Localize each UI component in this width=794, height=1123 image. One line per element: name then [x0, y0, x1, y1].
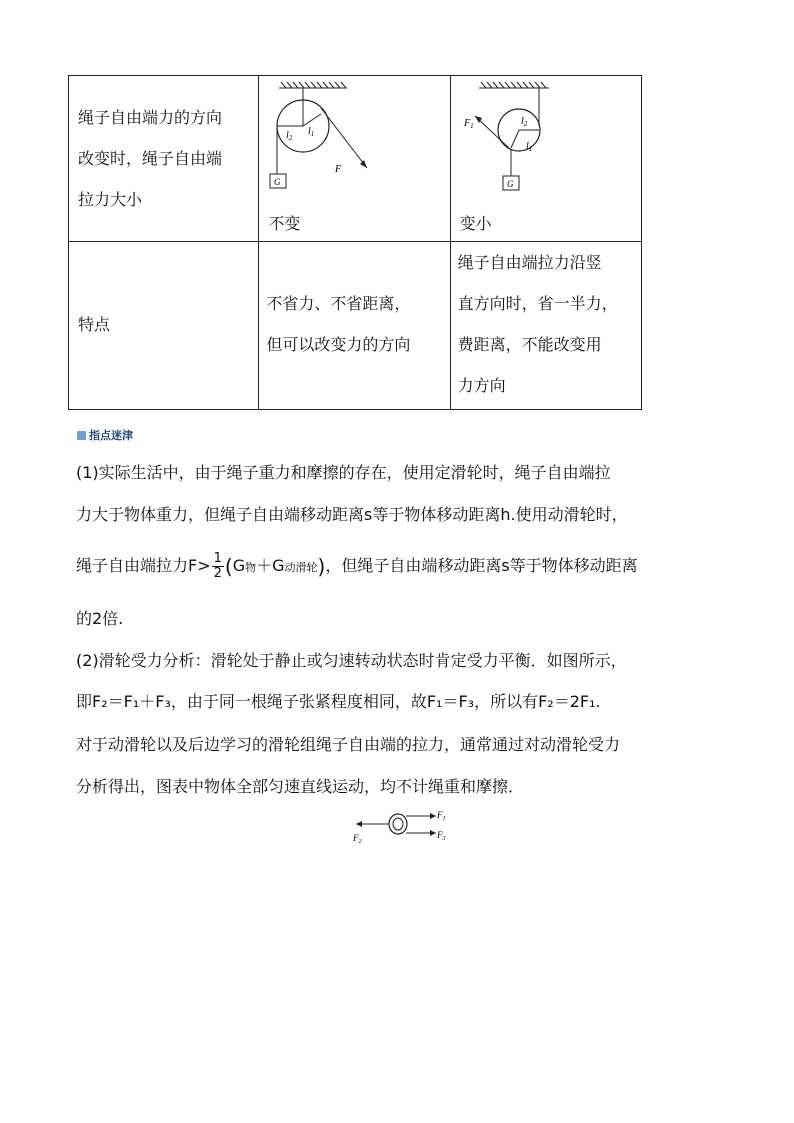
movable-result-text: 变小 — [459, 214, 492, 233]
paren-open: ( — [224, 554, 233, 579]
fraction-numerator: 1 — [213, 551, 222, 566]
g-object: G — [232, 556, 246, 575]
row1-label-cell — [69, 76, 259, 242]
rope-right — [321, 108, 367, 168]
force-arrow-head — [360, 160, 367, 168]
label-l2: $l_2$ — [520, 116, 527, 128]
movable-feature-line-4: 力方向 — [457, 376, 506, 396]
fixed-pulley-cell — [259, 76, 450, 242]
tips-tag — [77, 427, 133, 443]
tips-tag-label: 指点迷津 — [89, 429, 133, 442]
force-f1-arrow — [430, 813, 436, 819]
para1-line-4: 的2倍. — [76, 609, 124, 628]
para2-line-3: 对于动滑轮以及后边学习的滑轮组绳子自由端的拉力，通常通过对动滑轮受力 — [76, 735, 621, 754]
fixed-feature-line-1: 不省力、不省距离， — [266, 294, 411, 314]
force-f3-arrow — [430, 830, 436, 836]
movable-pulley-diagram — [451, 76, 642, 206]
lever-arm-l1 — [303, 114, 321, 126]
fixed-feature-line-2: 但可以改变力的方向 — [266, 335, 411, 355]
para2-line-4: 分析得出，图表中物体全部匀速直线运动，均不计绳重和摩擦． — [76, 777, 525, 796]
label-l1: $l_1$ — [525, 141, 532, 153]
movable-feature-line-2: 直方向时，省一半力， — [457, 294, 618, 314]
paren-close: ) — [317, 554, 326, 579]
label-force-f1: $F_1$ — [463, 118, 474, 130]
para1-line-3 — [76, 547, 726, 587]
force-f2-arrow — [356, 821, 362, 827]
movable-feature-cell — [450, 242, 641, 410]
pulley-force-diagram — [348, 808, 458, 848]
weight-label: G — [274, 177, 281, 187]
g-pulley-sub: 动滑轮 — [284, 561, 318, 574]
row2-label-cell — [69, 242, 259, 410]
para1-line-2: 力大于物体重力，但绳子自由端移动距离s等于物体移动距离h.使用动滑轮时， — [76, 505, 628, 524]
fixed-result-text: 不变 — [268, 214, 301, 233]
movable-feature-line-1: 绳子自由端拉力沿竖 — [457, 253, 602, 273]
ceiling-hatch — [279, 82, 347, 88]
label-f2: $F_2$ — [353, 833, 362, 845]
fraction-denominator: 2 — [213, 566, 222, 581]
row2-label: 特点 — [78, 315, 111, 335]
para2-line-1: (2)滑轮受力分析：滑轮处于静止或匀速转动状态时肯定受力平衡．如图所示， — [76, 651, 627, 670]
label-force-f: F — [335, 164, 342, 175]
para1-line-3-start: 绳子自由端拉力F> — [76, 556, 211, 575]
label-l2: $l_2$ — [286, 130, 293, 142]
label-l1: $l_1$ — [308, 126, 315, 138]
movable-feature-line-3: 费距离，不能改变用 — [457, 335, 602, 355]
g-object-sub: 物 — [245, 561, 257, 574]
label-f3: $F_3$ — [437, 830, 446, 842]
pulley-comparison-table — [68, 75, 642, 410]
fixed-pulley-diagram — [259, 76, 450, 206]
table-row — [69, 242, 642, 410]
fixed-feature-cell — [259, 242, 450, 410]
lever-arm-l1 — [511, 130, 519, 148]
label-f1: $F_1$ — [437, 810, 446, 822]
para2-line-2: 即F₂＝F₁＋F₃，由于同一根绳子张紧程度相同，故F₁＝F₃，所以有F₂＝2F₁. — [76, 692, 601, 711]
row1-label-line-2: 改变时，绳子自由端 — [78, 149, 223, 168]
tag-icon — [77, 431, 86, 440]
weight-label: G — [506, 179, 514, 189]
para1-line-1: (1)实际生活中，由于绳子重力和摩擦的存在，使用定滑轮时，绳子自由端拉 — [76, 463, 611, 482]
ceiling-hatch — [479, 82, 549, 88]
table-row — [69, 76, 642, 242]
plus-g: ＋G — [256, 556, 285, 575]
fraction-half — [212, 552, 224, 581]
pulley-wheel — [389, 814, 407, 834]
rope-pull — [475, 116, 511, 150]
row1-label-line-1: 绳子自由端力的方向 — [78, 108, 223, 127]
movable-pulley-cell — [450, 76, 641, 242]
para1-line-3-end: ，但绳子自由端移动距离s等于物体移动距离 — [325, 556, 638, 575]
row1-label-line-3: 拉力大小 — [78, 190, 143, 209]
